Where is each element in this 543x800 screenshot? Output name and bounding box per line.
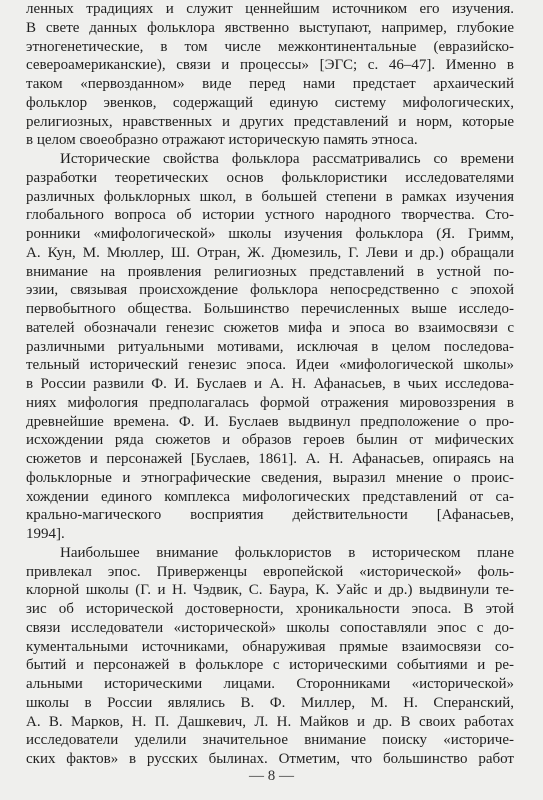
- text-line: первобытного общества. Большинство перечисленных выше исследо-: [26, 301, 514, 317]
- text-line: этногенетические, в том числе межконтинентальные (евразийско-: [26, 38, 514, 55]
- text-line: клорной школы (Г. и Н. Чэдвик, С. Баура, К. Уайс и др.) выдвинули те-: [26, 582, 514, 599]
- text-line: А. В. Марков, Н. П. Дашкевич, Л. Н. Майков и др. В своих работах: [26, 713, 514, 730]
- text-line: связи исследователи «исторической» школы сопоставляли эпос с до-: [26, 619, 514, 636]
- text-line: разработки теоретических основ фольклористики исследователями: [26, 169, 514, 186]
- text-line: Исторические свойства фольклора рассматривались со времени: [60, 151, 514, 167]
- text-line: исхождении ряда сюжетов и образов героев былин от мифических: [26, 432, 514, 449]
- text-line: фольклор эвенков, содержащий единую систему мифологических,: [26, 94, 514, 111]
- text-line: Наибольшее внимание фольклористов в историческом плане: [60, 544, 514, 561]
- page-number: — 8 —: [249, 768, 294, 784]
- text-line: альными историческими лицами. Сторонниками «исторической»: [26, 676, 514, 692]
- text-line: ниях мифология предполагалась формой отражения мировоззрения в: [26, 394, 514, 411]
- text-line: привлекал эпос. Приверженцы европейской «исторической» фоль-: [26, 563, 514, 580]
- text-line: кументальными источниками, обнаруживая прямые взаимосвязи со-: [26, 638, 514, 655]
- text-line: фольклорные и этнографические сведения, выразил мнение о проис-: [26, 469, 514, 486]
- text-line: различными ритуальными мотивами, исключая в целом последова-: [26, 338, 514, 355]
- text-line: ронники «мифологической» школы изучения фольклора (Я. Гримм,: [26, 226, 514, 242]
- text-line: хождении единого комплекса мифологических представлений от са-: [26, 488, 514, 505]
- text-line: исследователи уделили значительное внимание поиску «историче-: [26, 732, 514, 749]
- text-line: сюжетов и персонажей [Буслаев, 1861]. А. Н. Афанасьев, опираясь на: [26, 451, 514, 467]
- text-line: школы в России являлись В. Ф. Миллер, М. Н. Сперанский,: [26, 694, 514, 711]
- text-line: В свете данных фольклора явственно выступают, например, глубокие: [26, 19, 514, 36]
- text-line: таком «первозданном» виде перед нами предстает архаический: [26, 76, 514, 92]
- text-line: глобального вопроса об истории устного народного творчества. Сто-: [26, 207, 514, 224]
- text-line: различных фольклорных школ, в большей степени в рамках изучения: [26, 188, 514, 205]
- text-line: крально-магического восприятия действительности [Афанасьев,: [26, 507, 514, 524]
- page-text: [26, 0, 514, 769]
- text-line: ских фактов» в русских былинах. Отметим, что большинство работ: [26, 751, 514, 767]
- text-line: 1994].: [26, 526, 65, 542]
- text-line: вателей обозначали генезис сюжетов мифа и эпоса во взаимосвязи с: [26, 319, 514, 336]
- text-line: А. Кун, М. Мюллер, Ш. Отран, Ж. Дюмезиль, Г. Леви и др.) обращали: [26, 244, 514, 261]
- text-line: древнейшие времена. Ф. И. Буслаев выдвинул предположение о про-: [26, 413, 514, 430]
- text-line: в России развили Ф. И. Буслаев и А. Н. Афанасьев, в чьих исследова-: [26, 376, 514, 392]
- text-line: североамериканские), связи и процессы» [ЭГС; с. 46–47]. Именно в: [26, 57, 514, 74]
- text-line: религиозных, нравственных и других представлений и норм, которые: [26, 113, 514, 130]
- text-line: эзии, связывая происхождение фольклора непосредственно с эпохой: [26, 282, 514, 299]
- text-line: ленных традициях и служит ценнейшим источником его изучения.: [26, 1, 514, 17]
- text-line: бытий и персонажей в фольклоре с историческими событиями и ре-: [26, 657, 514, 674]
- text-line: в целом своеобразно отражают историческую память этноса.: [26, 132, 418, 149]
- text-line: тельный исторический генезис эпоса. Идеи «мифологической школы»: [26, 357, 514, 374]
- text-line: зис об исторической достоверности, хроникальности эпоса. В этой: [26, 601, 514, 617]
- text-line: внимание на проявления религиозных представлений в устной по-: [26, 263, 514, 280]
